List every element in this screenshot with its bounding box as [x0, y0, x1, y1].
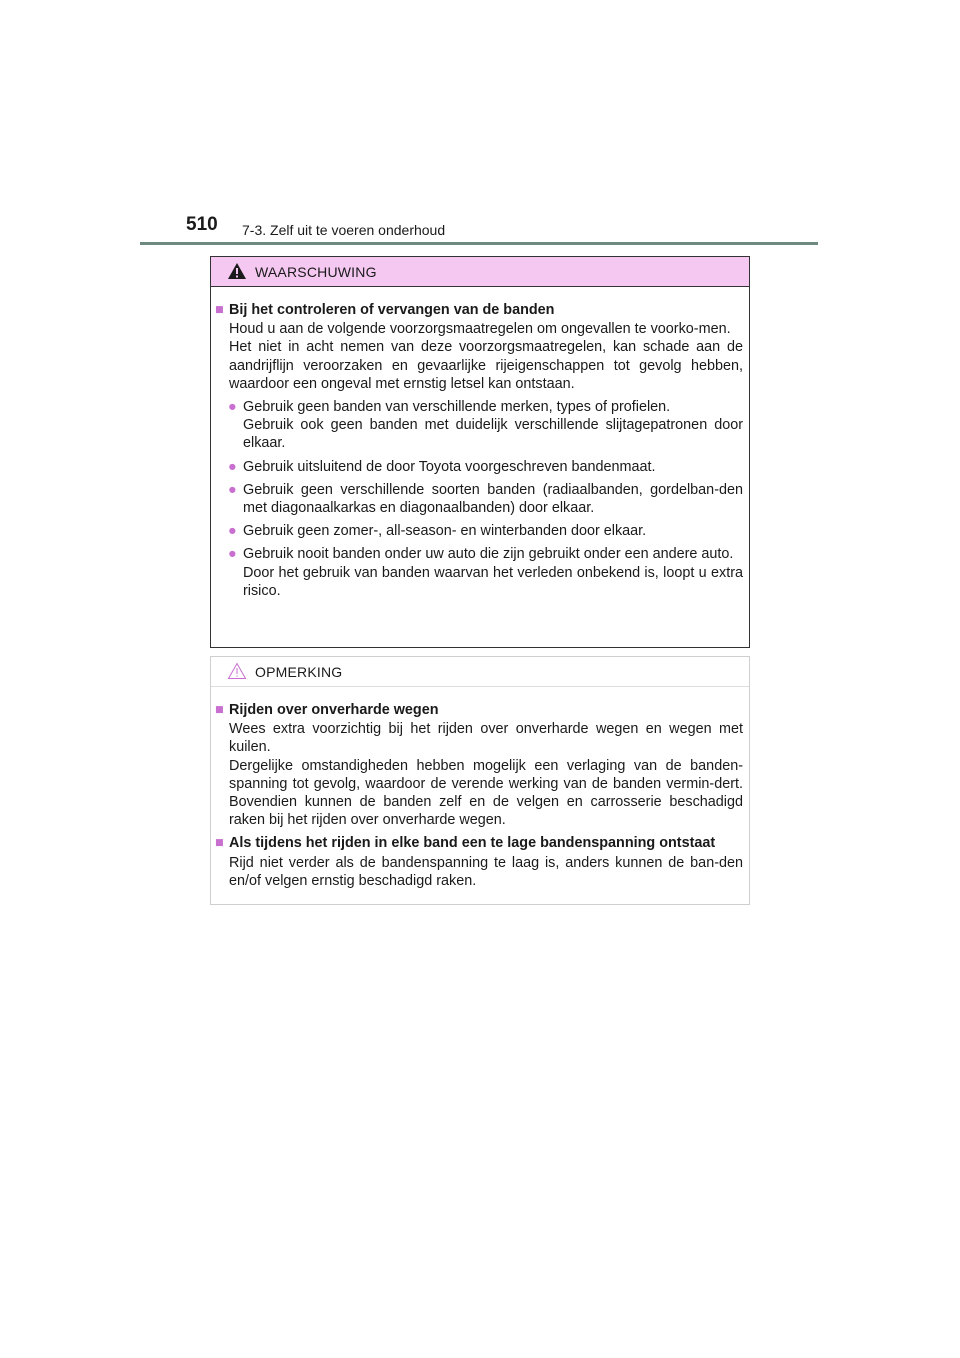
warning-bullet: [215, 522, 743, 540]
notice-heading: [215, 834, 743, 852]
warning-heading: [215, 301, 743, 319]
bullet-text: Door het gebruik van banden waarvan het verleden onbekend is, loopt u extra risico.: [243, 564, 743, 599]
notice-paragraph: Dergelijke omstandigheden hebben mogelijk een verlaging van de banden-spanning tot gevolg, waardoor de verende werking van de banden vermin-dert. Bovendien kunnen de banden zelf en de velgen en carrosserie beschadigd raken bij het rijden over onverharde wegen.: [229, 757, 743, 829]
bullet-text: Gebruik ook geen banden met duidelijk verschillende slijtagepatronen door elkaar.: [243, 417, 743, 452]
circle-bullet-icon: ●: [228, 458, 237, 475]
square-bullet-icon: ■: [215, 835, 224, 852]
bullet-text: Gebruik uitsluitend de door Toyota voorgeschreven bandenmaat.: [243, 458, 656, 475]
circle-bullet-icon: ●: [228, 399, 237, 416]
square-bullet-icon: ■: [215, 702, 224, 718]
warning-heading-text: Bij het controleren of vervangen van de banden: [229, 302, 555, 318]
warning-triangle-icon: [227, 262, 247, 280]
warning-label: WAARSCHUWING: [255, 264, 377, 280]
page-number: 510: [186, 214, 218, 235]
notice-heading-text: Als tijdens het rijden in elke band een te lage bandenspanning ontstaat: [229, 835, 716, 852]
notice-header: [211, 657, 749, 687]
notice-heading-text: Rijden over onverharde wegen: [229, 702, 439, 718]
circle-bullet-icon: ●: [228, 481, 237, 498]
bullet-text: Gebruik geen verschillende soorten banden (radiaalbanden, gordelban-den met diagonaalkarkas en diagonaalbanden) door elkaar.: [243, 481, 743, 517]
warning-content: [211, 287, 749, 600]
warning-bullet: [215, 458, 743, 476]
warning-bullet: [215, 398, 743, 453]
notice-paragraph: Rijd niet verder als de bandenspanning te laag is, anders kunnen de ban-den en/of velgen ernstig beschadigd raken.: [229, 854, 743, 889]
warning-header: [211, 257, 749, 287]
warning-intro-1: Houd u aan de volgende voorzorgsmaatregelen om ongevallen te voorko-men.: [229, 321, 731, 338]
notice-content: [211, 687, 749, 890]
bullet-text: Gebruik geen zomer-, all-season- en winterbanden door elkaar.: [243, 523, 647, 540]
bullet-text: Gebruik nooit banden onder uw auto die zijn gebruikt onder een andere auto.: [243, 546, 734, 563]
page-header: [186, 214, 826, 244]
section-title: 7-3. Zelf uit te voeren onderhoud: [242, 222, 446, 238]
circle-bullet-icon: ●: [228, 523, 237, 540]
warning-bullet: [215, 481, 743, 517]
notice-heading: [215, 701, 743, 719]
warning-bullet: [215, 545, 743, 600]
warning-box: [210, 256, 750, 648]
notice-label: OPMERKING: [255, 664, 343, 680]
caution-outline-icon: [227, 662, 247, 680]
notice-box: [210, 656, 750, 905]
square-bullet-icon: ■: [215, 302, 224, 318]
header-rule: [140, 242, 818, 245]
notice-paragraph: Wees extra voorzichtig bij het rijden over onverharde wegen en wegen met kuilen.: [229, 721, 743, 756]
bullet-text: Gebruik geen banden van verschillende merken, types of profielen.: [243, 399, 671, 416]
warning-intro-2: Het niet in acht nemen van deze voorzorgsmaatregelen, kan schade aan de aandrijflijn veroorzaken en gevaarlijke rijeigenschappen tot gevolg hebben, waardoor een ongeval met ernstig letsel kan ontstaan.: [229, 339, 743, 392]
circle-bullet-icon: ●: [228, 546, 237, 563]
